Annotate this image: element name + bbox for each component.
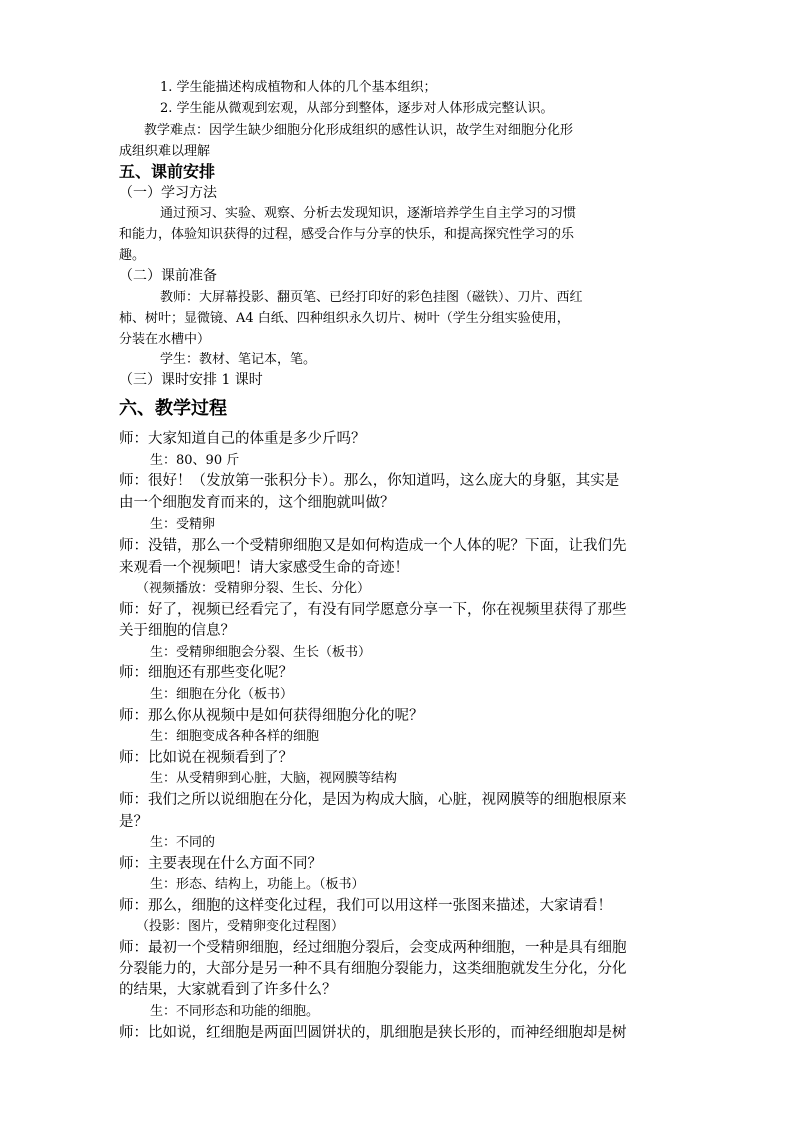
dialogue-line: 的结果，大家就看到了许多什么？ [119, 982, 337, 998]
subsection-2-heading: （二）课前准备 [119, 268, 217, 284]
subsection-1-heading: （一）学习方法 [119, 185, 217, 201]
teacher-prep-line-1: 教师：大屏幕投影、翻页笔、已经打印好的彩色挂图（磁铁）、刀片、西红 [160, 290, 583, 305]
dialogue-line: 师：细胞还有那些变化呢？ [119, 665, 293, 681]
dialogue-line: 由一个细胞发育而来的，这个细胞就叫做？ [119, 495, 395, 511]
dialogue-line: 生：不同的 [150, 835, 216, 850]
subsection-3-heading: （三）课时安排 1 课时 [119, 372, 263, 388]
section-5-heading: 五、课前安排 [119, 162, 216, 181]
section-6-heading: 六、教学过程 [119, 398, 227, 419]
dialogue-line: 生：受精卵细胞会分裂、生长（板书） [150, 645, 372, 660]
dialogue-line: 生：形态、结构上，功能上。（板书） [150, 877, 365, 892]
objective-2: 2. 学生能从微观到宏观，从部分到整体，逐步对人体形成完整认识。 [160, 101, 554, 116]
dialogue-line: 是？ [119, 814, 148, 830]
dialogue-line: 师：没错，那么一个受精卵细胞又是如何构造成一个人体的呢？下面，让我们先 [119, 538, 627, 554]
dialogue-line: 生：从受精卵到心脏，大脑，视网膜等结构 [150, 771, 398, 786]
difficulty-line-1: 教学难点：因学生缺少细胞分化形成组织的感性认识，故学生对细胞分化形 [144, 123, 574, 138]
dialogue-line: 师：好了，视频已经看完了，有没有同学愿意分享一下，你在视频里获得了那些 [119, 602, 627, 618]
dialogue-line: 生：不同形态和功能的细胞。 [150, 1004, 320, 1019]
dialogue-line: 生：80、90 斤 [150, 453, 240, 468]
dialogue-line: 生：细胞变成各种各样的细胞 [150, 729, 320, 744]
learning-method-line-1: 通过预习、实验、观察、分析去发现知识，逐渐培养学生自主学习的习惯 [160, 206, 577, 221]
dialogue-line: 师：比如说在视频看到了？ [119, 750, 293, 766]
dialogue-line: 师：比如说，红细胞是两面凹圆饼状的，肌细胞是狭长形的，而神经细胞却是树 [119, 1025, 627, 1041]
objective-1: 1. 学生能描述构成植物和人体的几个基本组织； [160, 80, 437, 95]
dialogue-line: 分裂能力的，大部分是另一种不具有细胞分裂能力，这类细胞就发生分化，分化 [119, 961, 627, 977]
dialogue-line: 生：细胞在分化（板书） [150, 687, 294, 702]
learning-method-line-3: 趣。 [119, 248, 146, 263]
dialogue-line: 师：主要表现在什么方面不同？ [119, 856, 322, 872]
learning-method-line-2: 和能力，体验知识获得的过程，感受合作与分享的快乐，和提高探究性学习的乐 [119, 227, 575, 242]
dialogue-line: 生：受精卵 [150, 517, 216, 532]
dialogue-line: 师：大家知道自己的体重是多少斤吗？ [119, 431, 366, 447]
dialogue-line: 师：我们之所以说细胞在分化，是因为构成大脑，心脏，视网膜等的细胞根原来 [119, 792, 627, 808]
dialogue-line: 师：最初一个受精卵细胞，经过细胞分裂后，会变成两种细胞，一种是具有细胞 [119, 940, 627, 956]
difficulty-line-2: 成组织难以理解 [119, 144, 211, 159]
teacher-prep-line-3: 分装在水槽中） [119, 332, 211, 347]
dialogue-line: （投影：图片，受精卵变化过程图） [136, 919, 345, 934]
dialogue-line: （视频播放：受精卵分裂、生长、分化） [136, 581, 371, 596]
dialogue-line: 师：很好！（发放第一张积分卡）。那么，你知道吗，这么庞大的身躯，其实是 [119, 473, 620, 489]
dialogue-line: 师：那么你从视频中是如何获得细胞分化的呢？ [119, 708, 424, 724]
dialogue-line: 师：那么，细胞的这样变化过程，我们可以用这样一张图来描述，大家请看！ [119, 898, 612, 914]
dialogue-line: 来观看一个视频吧！请大家感受生命的奇迹！ [119, 560, 409, 576]
dialogue-line: 关于细胞的信息？ [119, 623, 235, 639]
teacher-prep-line-2: 柿、树叶；显微镜、A4 白纸、四种组织永久切片、树叶（学生分组实验使用， [119, 311, 570, 326]
student-prep: 学生：教材、笔记本，笔。 [160, 352, 317, 367]
